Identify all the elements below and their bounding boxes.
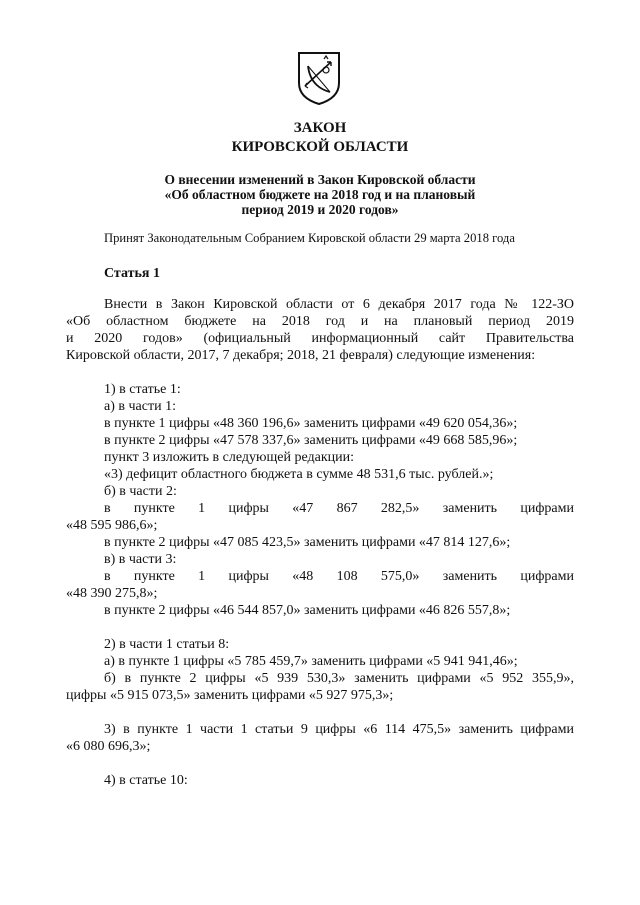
amendment-line: а) в пункте 1 цифры «5 785 459,7» заменить цифрами «5 941 941,46»; [104,654,518,669]
item-heading: 1) в статье 1: [104,382,181,397]
amendment-line: в пункте 1 цифры «48 360 196,6» заменить цифрами «49 620 054,36»; [104,416,518,431]
document-title: ЗАКОН [293,120,347,136]
document-body [66,296,574,789]
subitem-heading: а) в части 1: [104,399,176,414]
item-heading: 4) в статье 10: [104,773,188,788]
document-title-region: КИРОВСКОЙ ОБЛАСТИ [231,139,409,155]
subtitle-line: «Об областном бюджете на 2018 год и на плановый [164,187,476,202]
coat-of-arms-icon [296,50,342,106]
subitem-heading: в) в части 3: [104,552,177,567]
intro-line: «Об областном бюджете на 2018 год и на плановый период 2019 [66,314,574,329]
intro-line: Внести в Закон Кировской области от 6 декабря 2017 года № 122-ЗО [104,297,574,312]
amendment-line: «48 595 986,6»; [66,518,158,533]
intro-line: и 2020 годов» (официальный информационный сайт Правительства [66,331,574,346]
intro-line: Кировской области, 2017, 7 декабря; 2018, 21 февраля) следующие изменения: [66,348,536,363]
amendment-line: «6 080 696,3»; [66,739,151,754]
amendment-line: в пункте 1 цифры «47 867 282,5» заменить цифрами [104,501,574,516]
subitem-heading: б) в части 2: [104,484,177,499]
amendment-line: в пункте 2 цифры «47 578 337,6» заменить цифрами «49 668 585,96»; [104,433,518,448]
subtitle-line: период 2019 и 2020 годов» [241,202,399,217]
amendment-line: б) в пункте 2 цифры «5 939 530,3» заменить цифрами «5 952 355,9», [104,671,574,686]
amendment-line: в пункте 2 цифры «46 544 857,0» заменить цифрами «46 826 557,8»; [104,603,511,618]
subtitle-line: О внесении изменений в Закон Кировской области [164,172,476,187]
amendment-line: в пункте 1 цифры «48 108 575,0» заменить цифрами [104,569,574,584]
amendment-line: «48 390 275,8»; [66,586,158,601]
amendment-line: 3) в пункте 1 части 1 статьи 9 цифры «6 114 475,5» заменить цифрами [104,722,574,737]
article-heading: Статья 1 [104,266,160,281]
item-heading: 2) в части 1 статьи 8: [104,637,230,652]
adoption-note: Принят Законодательным Собранием Кировской области 29 марта 2018 года [104,231,515,245]
amendment-line: в пункте 2 цифры «47 085 423,5» заменить цифрами «47 814 127,6»; [104,535,511,550]
amendment-line: цифры «5 915 073,5» заменить цифрами «5 927 975,3»; [66,688,394,703]
document-subtitle [100,172,540,217]
amendment-line: пункт 3 изложить в следующей редакции: [104,450,354,465]
amendment-line: «3) дефицит областного бюджета в сумме 48 531,6 тыс. рублей.»; [104,467,494,482]
